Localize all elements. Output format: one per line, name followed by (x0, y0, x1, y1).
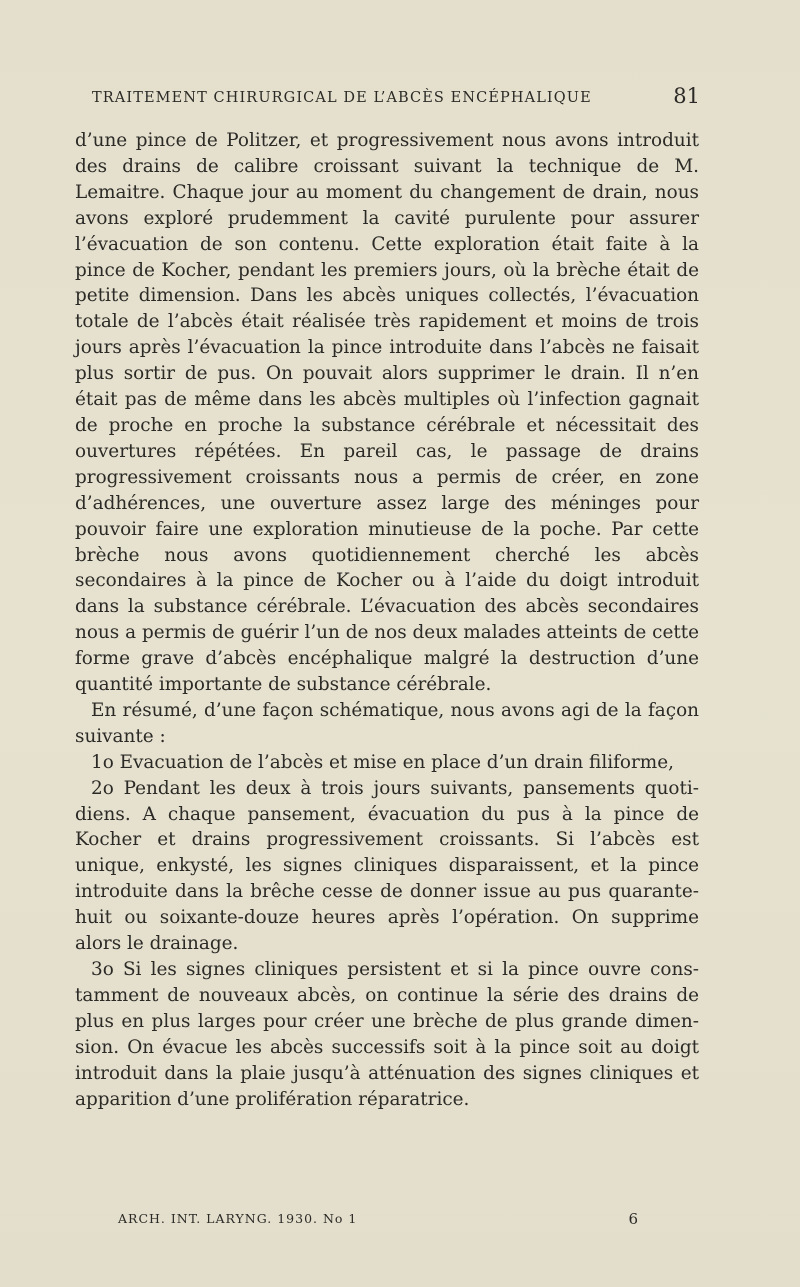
paragraph-step-3: 3o Si les signes cliniques persistent et si la pince ouvre constamment de nouveaux abcès, on continue la série des drains de plus en plus larges pour créer une brèche de plus grande dimension. On évacue les abcès successifs soit à la pince soit au doigt introduit dans la plaie jusqu’à atténuation des signes cliniques et apparition d’une prolifération réparatrice. (75, 959, 699, 1110)
page-header (92, 84, 704, 114)
running-title: TRAITEMENT CHIRURGICAL DE L’ABCÈS ENCÉPHALIQUE (92, 90, 592, 106)
signature-mark: 6 (628, 1210, 638, 1228)
paragraph-step-2: 2o Pendant les deux à trois jours suivants, pansements quotidiens. A chaque pansement, évacuation du pus à la pince de Kocher et drains progressivement croissants. Si l’abcès est unique, enkysté, les signes cliniques disparaissent, et la pince introduite dans la brêche cesse de donner issue au pus quarante-huit ou soixante-douze heures après l’opération. On supprime alors le drainage. (75, 777, 699, 955)
paragraph-summary-intro: En résumé, d’une façon schématique, nous avons agi de la façon suivante : (75, 699, 699, 747)
body-text (75, 128, 699, 1112)
paragraph-drainage-technique: d’une pince de Politzer, et progressivement nous avons introduit des drains de calibre croissant suivant la technique de M. Lemaitre. Chaque jour au moment du changement de drain, nous avons exploré prudemment la cavité purulente pour assurer l’évacuation de son contenu. Cette exploration était faite à la pince de Kocher, pendant les premiers jours, où la brèche était de petite dimension. Dans les abcès uniques collectés, l’évacuation totale de l’abcès était réalisée très rapidement et moins de trois jours après l’évacuation la pince introduite dans l’abcès ne faisait plus sortir de pus. On pouvait alors supprimer le drain. Il n’en était pas de même dans les abcès multiples où l’infection gagnait de proche en proche la substance cérébrale et nécessitait des ouvertures répétées. En pareil cas, le passage de drains progressivement croissants nous a permis de créer, en zone d’adhérences, une ouverture assez large des méninges pour pouvoir faire une exploration minutieuse de la poche. Par cette brèche nous avons quotidiennement cherché les abcès secondaires à la pince de Kocher ou à l’aide du doigt introduit dans la substance cérébrale. L’évacuation des abcès secondaires nous a permis de guérir l’un de nos deux malades atteints de cette forme grave d’abcès encéphalique malgré la destruction d’une quantité importante de substance cérébrale. (75, 130, 699, 696)
page-number: 81 (673, 84, 700, 108)
journal-reference: ARCH. INT. LARYNG. 1930. No 1 (118, 1211, 358, 1226)
page-footer (118, 1208, 638, 1232)
paragraph-step-1: 1o Evacuation de l’abcès et mise en place d’un drain filiforme, (91, 751, 674, 773)
